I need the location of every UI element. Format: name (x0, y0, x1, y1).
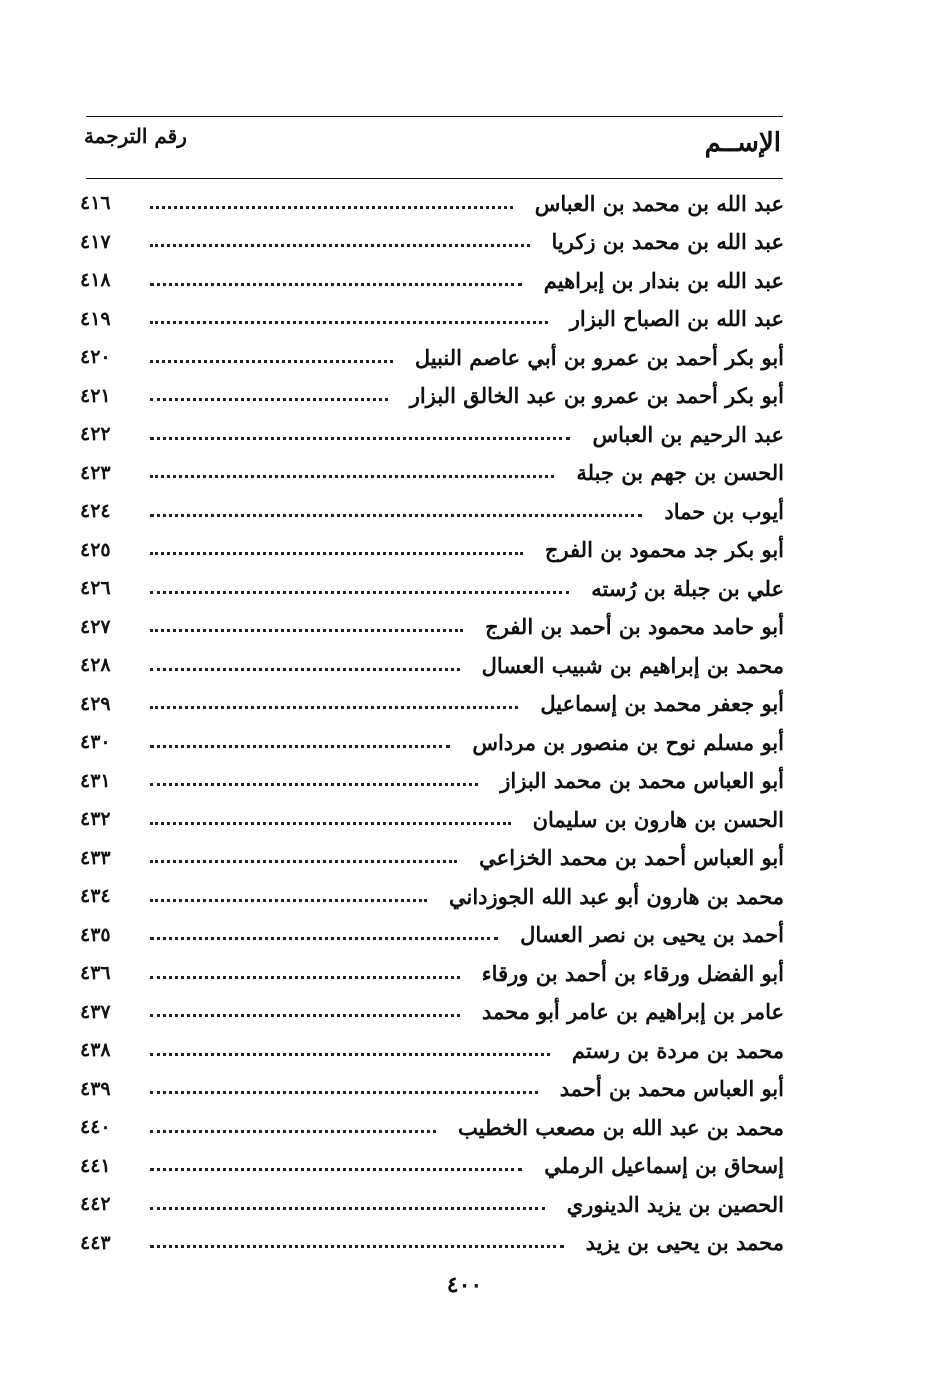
dot-leader (150, 822, 511, 825)
entry-name: محمد بن إبراهيم بن شبيب العسال (481, 652, 784, 678)
entry-name: أبو حامد محمود بن أحمد بن الفرج (485, 614, 784, 640)
entry-number: ٤٣٣ (80, 846, 111, 869)
entry-number: ٤٤٣ (80, 1231, 111, 1254)
dot-leader (150, 668, 460, 671)
list-item (80, 531, 784, 570)
entry-name: الحصين بن يزيد الدينوري (566, 1191, 784, 1217)
entry-name: علي بن جبلة بن رُسته (591, 575, 784, 601)
header-name-column: الإســم (704, 128, 781, 158)
dot-leader (150, 360, 393, 363)
dot-leader (150, 398, 388, 401)
entry-number: ٤٢٧ (80, 615, 111, 638)
dot-leader (150, 1014, 460, 1017)
dot-leader (150, 783, 478, 786)
list-item (80, 338, 784, 377)
list-item (80, 454, 784, 493)
entry-name: الحسن بن هارون بن سليمان (532, 806, 784, 832)
entry-number: ٤٣٨ (80, 1039, 111, 1062)
dot-leader (150, 206, 513, 209)
top-rule (86, 116, 783, 117)
entry-number: ٤٣٦ (80, 962, 111, 985)
dot-leader (150, 514, 642, 517)
entry-name: عبد الله بن محمد بن زكريا (551, 229, 784, 255)
list-item (80, 916, 784, 955)
entry-name: أبو العباس محمد بن أحمد (559, 1076, 784, 1102)
entry-number: ٤١٦ (80, 192, 111, 215)
entry-name: محمد بن عبد الله بن مصعب الخطيب (457, 1114, 784, 1140)
list-item (80, 261, 784, 300)
entry-name: عبد الله بن الصباح البزار (569, 306, 784, 332)
dot-leader (150, 591, 569, 594)
dot-leader (150, 860, 457, 863)
entry-number: ٤٢٣ (80, 461, 111, 484)
page-number: ٤٠٠ (446, 1272, 483, 1298)
list-item (80, 223, 784, 262)
list-item (80, 800, 784, 839)
dot-leader (150, 745, 450, 748)
dot-leader (150, 899, 427, 902)
dot-leader (150, 283, 522, 286)
entry-number: ٤٣٠ (80, 731, 111, 754)
list-item (80, 1108, 784, 1147)
entry-name: عبد الله بن محمد بن العباس (534, 190, 784, 216)
entries-list (80, 184, 784, 1262)
entry-number: ٤٢٩ (80, 692, 111, 715)
entry-number: ٤٢٢ (80, 423, 111, 446)
dot-leader (150, 1207, 545, 1210)
dot-leader (150, 1245, 564, 1248)
entry-name: أبو جعفر محمد بن إسماعيل (540, 691, 784, 717)
entry-number: ٤١٩ (80, 307, 111, 330)
entry-name: محمد بن مردة بن رستم (571, 1037, 784, 1063)
entry-number: ٤٣٩ (80, 1077, 111, 1100)
list-item (80, 1070, 784, 1109)
list-item (80, 1147, 784, 1186)
list-item (80, 1185, 784, 1224)
dot-leader (150, 629, 463, 632)
entry-number: ٤٣٧ (80, 1000, 111, 1023)
dot-leader (150, 475, 554, 478)
entry-number: ٤٣١ (80, 769, 111, 792)
dot-leader (150, 706, 518, 709)
list-item (80, 685, 784, 724)
dot-leader (150, 1053, 550, 1056)
list-item (80, 1031, 784, 1070)
entry-number: ٤١٧ (80, 230, 111, 253)
entry-number: ٤٢٠ (80, 346, 111, 369)
entry-number: ٤١٨ (80, 269, 111, 292)
dot-leader (150, 321, 548, 324)
dot-leader (150, 1168, 522, 1171)
entry-name: أبو بكر أحمد بن عمرو بن عبد الخالق البزار (409, 383, 784, 409)
entry-name: أبو مسلم نوح بن منصور بن مرداس (472, 729, 784, 755)
entry-number: ٤٣٢ (80, 808, 111, 831)
list-item (80, 993, 784, 1032)
entry-number: ٤٣٥ (80, 923, 111, 946)
entry-number: ٤٤١ (80, 1154, 111, 1177)
header-number-column: رقم الترجمة (84, 124, 187, 148)
entry-number: ٤٤٢ (80, 1193, 111, 1216)
entry-name: الحسن بن جهم بن جبلة (576, 460, 784, 486)
dot-leader (150, 976, 460, 979)
entry-name: أيوب بن حماد (664, 498, 784, 524)
entry-name: أحمد بن يحيى بن نصر العسال (520, 922, 784, 948)
entry-number: ٤٢١ (80, 384, 111, 407)
list-item (80, 723, 784, 762)
list-item (80, 184, 784, 223)
entry-name: أبو بكر أحمد بن عمرو بن أبي عاصم النبيل (414, 344, 784, 370)
list-item (80, 492, 784, 531)
entry-name: إسحاق بن إسماعيل الرملي (544, 1153, 784, 1179)
dot-leader (150, 1130, 436, 1133)
entry-name: أبو الفضل ورقاء بن أحمد بن ورقاء (481, 960, 784, 986)
dot-leader (150, 1091, 538, 1094)
entry-number: ٤٢٨ (80, 654, 111, 677)
dot-leader (150, 552, 523, 555)
entry-name: أبو بكر جد محمود بن الفرج (544, 537, 784, 563)
entry-name: عبد الرحيم بن العباس (592, 421, 784, 447)
entry-name: محمد بن هارون أبو عبد الله الجوزداني (448, 883, 784, 909)
entry-number: ٤٢٤ (80, 500, 111, 523)
list-item (80, 300, 784, 339)
list-item (80, 877, 784, 916)
dot-leader (150, 937, 498, 940)
list-item (80, 839, 784, 878)
entry-number: ٤٢٥ (80, 538, 111, 561)
entry-number: ٤٣٤ (80, 885, 111, 908)
entry-number: ٤٢٦ (80, 577, 111, 600)
list-item (80, 762, 784, 801)
list-item (80, 646, 784, 685)
entry-name: أبو العباس أحمد بن محمد الخزاعي (479, 845, 784, 871)
dot-leader (150, 244, 530, 247)
entry-name: عامر بن إبراهيم بن عامر أبو محمد (481, 999, 784, 1025)
dot-leader (150, 437, 570, 440)
list-item (80, 954, 784, 993)
entry-name: أبو العباس محمد بن محمد البزاز (500, 768, 784, 794)
list-item (80, 377, 784, 416)
entry-name: محمد بن يحيى بن يزيد (585, 1230, 784, 1256)
list-item (80, 415, 784, 454)
header-rule (86, 178, 783, 179)
list-item (80, 1224, 784, 1263)
list-item (80, 569, 784, 608)
entry-name: عبد الله بن بندار بن إبراهيم (543, 267, 784, 293)
list-item (80, 608, 784, 647)
entry-number: ٤٤٠ (80, 1116, 111, 1139)
